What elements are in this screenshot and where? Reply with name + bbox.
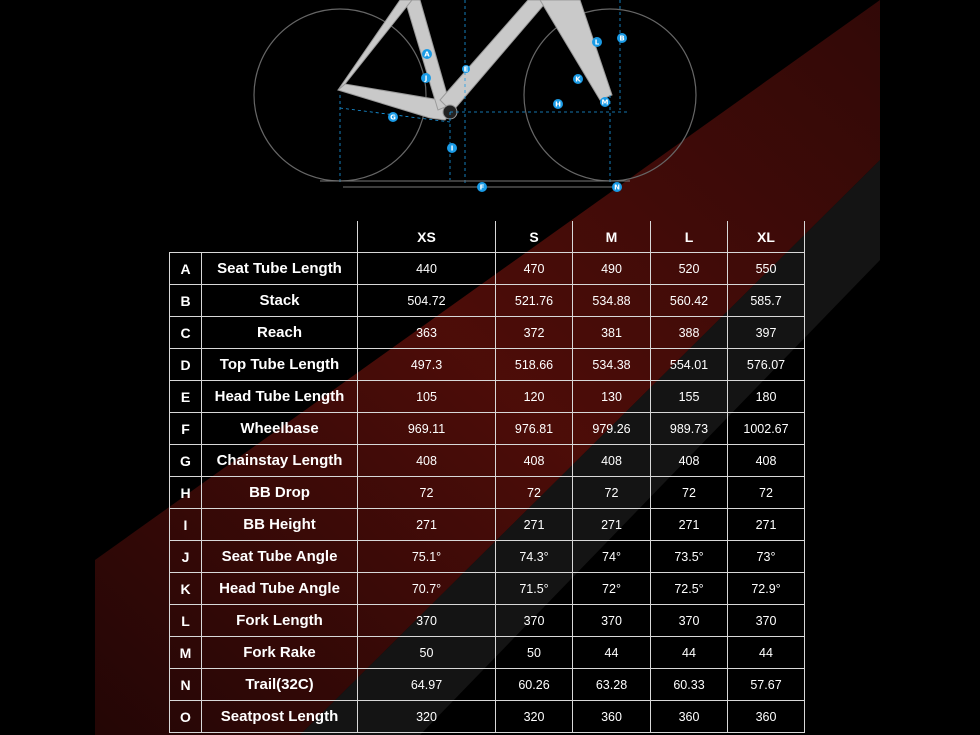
row-value-xl: 73° — [728, 541, 805, 573]
size-header: XL — [728, 221, 805, 253]
row-value-xs: 969.11 — [358, 413, 496, 445]
row-measurement-name: Head Tube Length — [202, 381, 358, 413]
row-measurement-name: BB Drop — [202, 477, 358, 509]
row-value-xl: 550 — [728, 253, 805, 285]
row-measurement-name: Fork Rake — [202, 637, 358, 669]
row-value-s: 74.3° — [496, 541, 573, 573]
table-row — [170, 477, 805, 509]
row-value-l: 360 — [651, 701, 728, 733]
row-letter: F — [170, 413, 202, 445]
size-header: M — [573, 221, 651, 253]
row-value-m: 979.26 — [573, 413, 651, 445]
row-value-xs: 50 — [358, 637, 496, 669]
row-measurement-name: Seatpost Length — [202, 701, 358, 733]
row-value-l: 520 — [651, 253, 728, 285]
table-row — [170, 381, 805, 413]
row-value-xs: 320 — [358, 701, 496, 733]
header-letter-blank — [170, 221, 202, 253]
row-value-xl: 1002.67 — [728, 413, 805, 445]
svg-text:G: G — [390, 113, 396, 122]
bike-geometry-diagram — [0, 0, 980, 200]
row-value-m: 381 — [573, 317, 651, 349]
geometry-table-body — [170, 253, 805, 733]
row-value-l: 73.5° — [651, 541, 728, 573]
row-value-xl: 180 — [728, 381, 805, 413]
marker-k — [573, 74, 583, 84]
row-value-l: 370 — [651, 605, 728, 637]
svg-text:K: K — [575, 75, 581, 84]
row-letter: I — [170, 509, 202, 541]
row-value-m: 72° — [573, 573, 651, 605]
row-value-s: 72 — [496, 477, 573, 509]
row-value-xl: 44 — [728, 637, 805, 669]
svg-text:J: J — [424, 74, 428, 83]
row-value-xs: 370 — [358, 605, 496, 637]
row-letter: O — [170, 701, 202, 733]
row-value-xs: 105 — [358, 381, 496, 413]
row-letter: K — [170, 573, 202, 605]
row-letter: J — [170, 541, 202, 573]
row-value-l: 72 — [651, 477, 728, 509]
table-row — [170, 573, 805, 605]
table-row — [170, 605, 805, 637]
row-value-m: 72 — [573, 477, 651, 509]
table-row — [170, 349, 805, 381]
row-value-s: 521.76 — [496, 285, 573, 317]
table-row — [170, 317, 805, 349]
row-value-s: 60.26 — [496, 669, 573, 701]
row-letter: B — [170, 285, 202, 317]
row-measurement-name: Stack — [202, 285, 358, 317]
marker-g — [388, 112, 398, 122]
row-value-xl: 576.07 — [728, 349, 805, 381]
row-measurement-name: Trail(32C) — [202, 669, 358, 701]
row-value-s: 372 — [496, 317, 573, 349]
row-value-s: 271 — [496, 509, 573, 541]
row-value-l: 408 — [651, 445, 728, 477]
row-value-xs: 70.7° — [358, 573, 496, 605]
row-value-xl: 370 — [728, 605, 805, 637]
svg-text:A: A — [424, 50, 430, 59]
table-row — [170, 669, 805, 701]
row-measurement-name: Fork Length — [202, 605, 358, 637]
row-measurement-name: BB Height — [202, 509, 358, 541]
row-value-xl: 72.9° — [728, 573, 805, 605]
row-value-m: 63.28 — [573, 669, 651, 701]
row-value-xs: 72 — [358, 477, 496, 509]
row-value-m: 74° — [573, 541, 651, 573]
marker-i — [447, 143, 457, 153]
row-letter: L — [170, 605, 202, 637]
row-value-xl: 57.67 — [728, 669, 805, 701]
svg-text:H: H — [555, 100, 561, 109]
marker-f — [477, 182, 487, 192]
row-measurement-name: Seat Tube Angle — [202, 541, 358, 573]
svg-text:L: L — [594, 38, 600, 47]
row-value-xs: 363 — [358, 317, 496, 349]
marker-n — [612, 182, 622, 192]
row-value-xs: 64.97 — [358, 669, 496, 701]
marker-a — [422, 49, 432, 59]
svg-text:B: B — [619, 34, 625, 43]
row-value-l: 155 — [651, 381, 728, 413]
row-value-s: 120 — [496, 381, 573, 413]
size-header: S — [496, 221, 573, 253]
table-row — [170, 509, 805, 541]
row-measurement-name: Chainstay Length — [202, 445, 358, 477]
row-value-xs: 504.72 — [358, 285, 496, 317]
row-value-xl: 271 — [728, 509, 805, 541]
marker-m — [600, 97, 610, 107]
row-value-m: 271 — [573, 509, 651, 541]
svg-text:I: I — [450, 144, 454, 153]
row-value-l: 554.01 — [651, 349, 728, 381]
row-letter: C — [170, 317, 202, 349]
table-row — [170, 413, 805, 445]
svg-text:M: M — [601, 98, 609, 107]
row-value-l: 388 — [651, 317, 728, 349]
row-value-xs: 271 — [358, 509, 496, 541]
row-value-m: 44 — [573, 637, 651, 669]
row-letter: G — [170, 445, 202, 477]
row-value-s: 50 — [496, 637, 573, 669]
geometry-table — [169, 221, 805, 733]
marker-l — [592, 37, 602, 47]
row-value-xs: 497.3 — [358, 349, 496, 381]
table-row — [170, 285, 805, 317]
header-name-blank — [202, 221, 358, 253]
row-measurement-name: Head Tube Angle — [202, 573, 358, 605]
row-value-m: 534.88 — [573, 285, 651, 317]
row-value-s: 470 — [496, 253, 573, 285]
row-value-xl: 72 — [728, 477, 805, 509]
row-value-m: 130 — [573, 381, 651, 413]
marker-h — [553, 99, 563, 109]
row-value-m: 370 — [573, 605, 651, 637]
size-header: L — [651, 221, 728, 253]
row-value-xl: 360 — [728, 701, 805, 733]
row-value-s: 518.66 — [496, 349, 573, 381]
row-measurement-name: Reach — [202, 317, 358, 349]
row-value-xl: 397 — [728, 317, 805, 349]
row-value-s: 320 — [496, 701, 573, 733]
row-value-m: 360 — [573, 701, 651, 733]
row-value-l: 989.73 — [651, 413, 728, 445]
row-letter: H — [170, 477, 202, 509]
row-value-xl: 585.7 — [728, 285, 805, 317]
row-measurement-name: Top Tube Length — [202, 349, 358, 381]
row-letter: N — [170, 669, 202, 701]
row-value-l: 44 — [651, 637, 728, 669]
table-row — [170, 253, 805, 285]
row-value-m: 490 — [573, 253, 651, 285]
svg-text:F: F — [479, 183, 485, 192]
row-value-s: 71.5° — [496, 573, 573, 605]
row-value-l: 271 — [651, 509, 728, 541]
row-letter: A — [170, 253, 202, 285]
row-value-xs: 75.1° — [358, 541, 496, 573]
table-row — [170, 445, 805, 477]
header-row — [170, 221, 805, 253]
table-row — [170, 637, 805, 669]
row-value-s: 976.81 — [496, 413, 573, 445]
row-value-l: 60.33 — [651, 669, 728, 701]
row-letter: E — [170, 381, 202, 413]
row-value-l: 560.42 — [651, 285, 728, 317]
table-row — [170, 701, 805, 733]
svg-text:N: N — [614, 183, 620, 192]
row-measurement-name: Wheelbase — [202, 413, 358, 445]
row-value-xs: 408 — [358, 445, 496, 477]
marker-j — [421, 73, 431, 83]
row-value-s: 370 — [496, 605, 573, 637]
row-measurement-name: Seat Tube Length — [202, 253, 358, 285]
row-value-l: 72.5° — [651, 573, 728, 605]
table-row — [170, 541, 805, 573]
marker-b — [617, 33, 627, 43]
row-value-s: 408 — [496, 445, 573, 477]
row-letter: M — [170, 637, 202, 669]
row-value-xs: 440 — [358, 253, 496, 285]
row-letter: D — [170, 349, 202, 381]
size-header: XS — [358, 221, 496, 253]
row-value-m: 534.38 — [573, 349, 651, 381]
row-value-m: 408 — [573, 445, 651, 477]
row-value-xl: 408 — [728, 445, 805, 477]
svg-text:E: E — [463, 65, 469, 74]
